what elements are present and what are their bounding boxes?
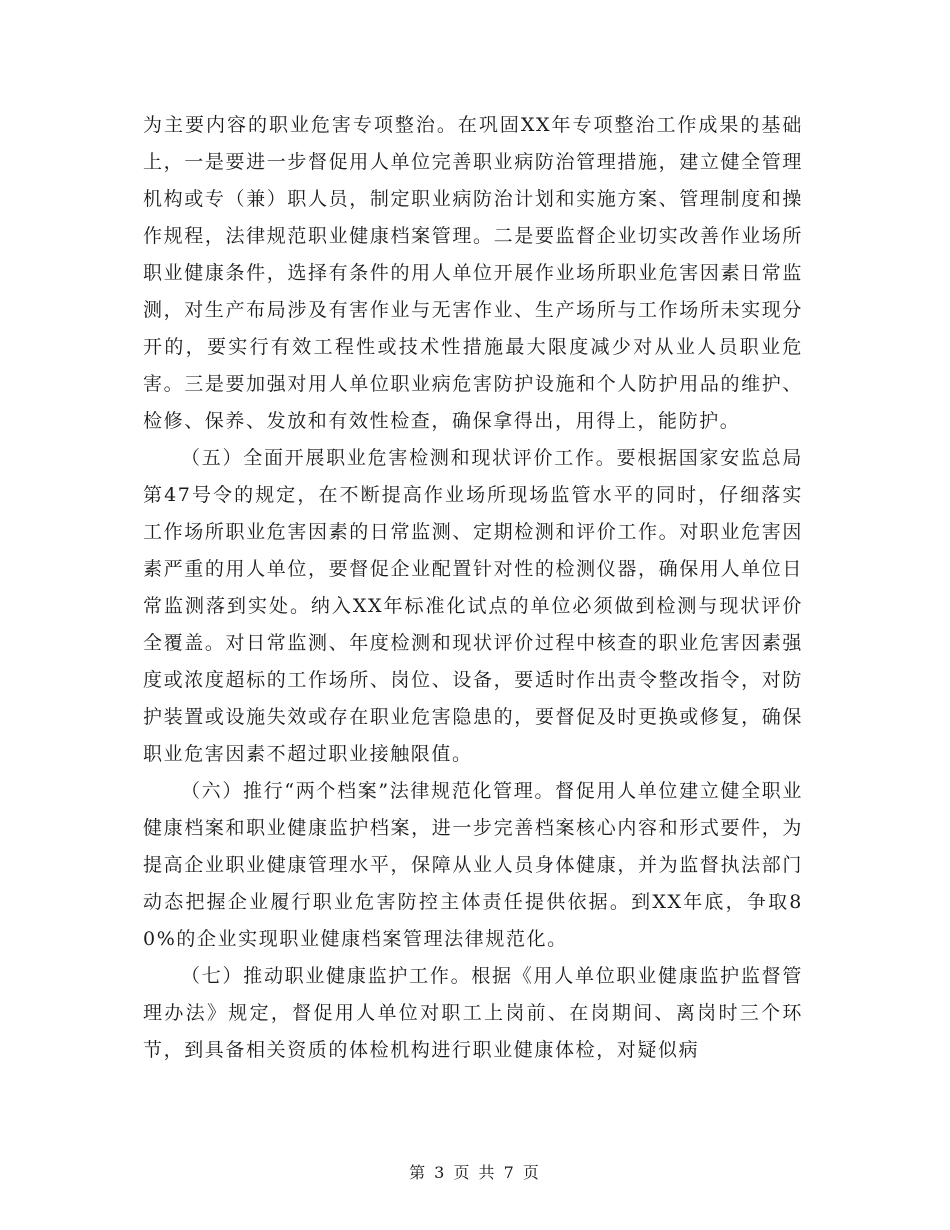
page-number-footer: 第 3 页 共 7 页 — [409, 1163, 541, 1182]
paragraph-continuation: 为主要内容的职业危害专项整治。在巩固XX年专项整治工作成果的基础上，一是要进一步督促用人单位完善职业病防治管理措施，建立健全管理机构或专（兼）职人员，制定职业病防治计划和实施方案、管理制度和操作规程，法律规范职业健康档案管理。二是要监督企业切实改善作业场所职业健康条件，选择有条件的用人单位开展作业场所职业危害因素日常监测，对生产布局涉及有害作业与无害作业、生产场所与工作场所未实现分开的，要实行有效工程性或技术性措施最大限度减少对从业人员职业危害。三是要加强对用人单位职业病危害防护设施和个人防护用品的维护、检修、保养、发放和有效性检查，确保拿得出，用得上，能防护。 — [143, 114, 803, 432]
paragraph-section-7: （七）推动职业健康监护工作。根据《用人单位职业健康监护监督管理办法》规定，督促用人单位对职工上岗前、在岗期间、离岗时三个环节，到具备相关资质的体检机构进行职业健康体检，对疑似病 — [143, 965, 803, 1061]
paragraph-section-5: （五）全面开展职业危害检测和现状评价工作。要根据国家安监总局第47号令的规定，在不断提高作业场所现场监管水平的同时，仔细落实工作场所职业危害因素的日常监测、定期检测和评价工作。对职业危害因素严重的用人单位，要督促企业配置针对性的检测仪器，确保用人单位日常监测落到实处。纳入XX年标准化试点的单位必须做到检测与现状评价全覆盖。对日常监测、年度检测和现状评价过程中核查的职业危害因素强度或浓度超标的工作场所、岗位、设备，要适时作出责令整改指令，对防护装置或设施失效或存在职业危害隐患的，要督促及时更换或修复，确保职业危害因素不超过职业接触限值。 — [143, 447, 803, 765]
document-body — [143, 107, 803, 1069]
paragraph-section-6: （六）推行“两个档案”法律规范化管理。督促用人单位建立健全职业健康档案和职业健康监护档案，进一步完善档案核心内容和形式要件，为提高企业职业健康管理水平，保障从业人员身体健康，并为监督执法部门动态把握企业履行职业危害防控主体责任提供依据。到XX年底，争取80%的企业实现职业健康档案管理法律规范化。 — [143, 780, 803, 950]
